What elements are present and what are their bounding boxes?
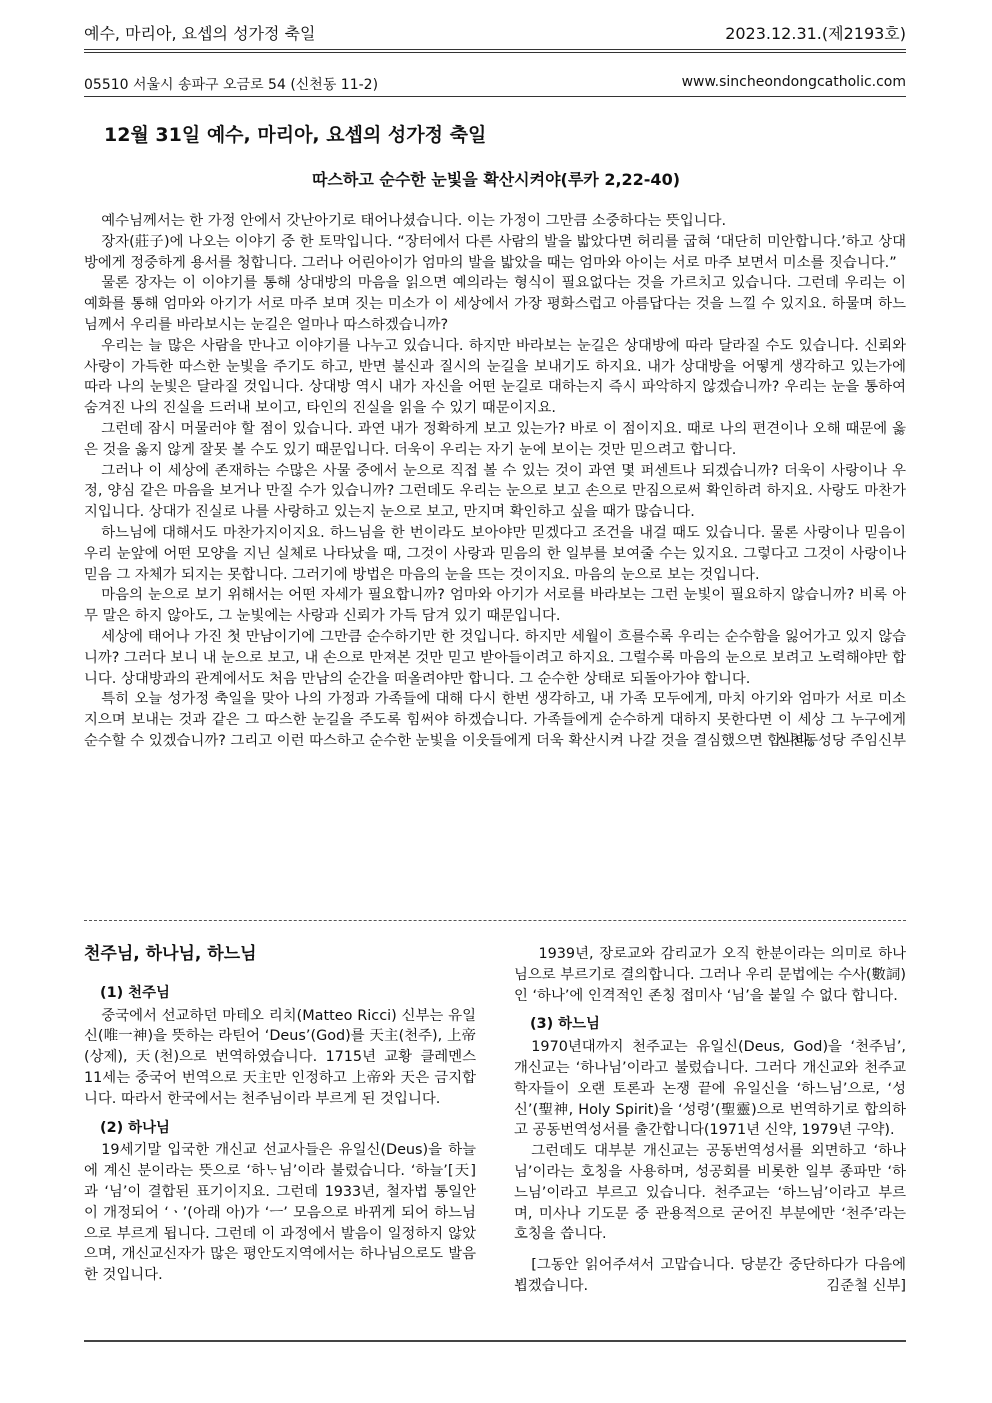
header-rule-bottom — [84, 96, 906, 97]
paragraph: 하느님에 대해서도 마찬가지이지요. 하느님을 한 번이라도 보아야만 믿겠다고 조건을 내걸 때도 있습니다. 물론 사랑이나 믿음이 우리 눈앞에 어떤 모양을 지닌 실체로 나타났을 때, 그것이 사랑과 믿음의 한 일부를 보여줄 수는 있지요. 그렇다고 그것이 사랑이나 믿음 그 자체가 되지는 못합니다. 그러기에 방법은 마음의 눈을 뜨는 것이지요. 마음의 눈으로 보는 것입니다. — [84, 524, 906, 583]
column-left — [84, 944, 476, 1286]
issue-number: 2023.12.31.(제2193호) — [725, 24, 906, 43]
paragraph: 물론 장자는 이 이야기를 통해 상대방의 마음을 읽으면 예의라는 형식이 필요없다는 것을 가르치고 있습니다. 그런데 우리는 이 예화를 통해 엄마와 아기가 서로 마주 보며 짓는 미소가 이 세상에서 가장 평화스럽고 아름답다는 것을 느낄 수 있지요. 하물며 하느님께서 우리를 바라보시는 눈길은 얼마나 따스하겠습니까? — [84, 275, 906, 333]
bulletin-title: 예수, 마리아, 요셉의 성가정 축일 — [84, 24, 316, 43]
closing-message: [그동안 읽어주셔서 고맙습니다. 당분간 중단하다가 다음에 뵙겠습니다. — [514, 1257, 906, 1294]
section-text-2: 19세기말 입국한 개신교 선교사들은 유일신(Deus)을 하늘에 계신 분이라는 뜻으로 ‘하ᄂᆞ님’이라 불렀습니다. ‘하늘’[天]과 ‘님’이 결합된 표기이지요. 그런데 1933년, 철자법 통일안이 개정되어 ‘ㆍ’(아래 아)가 ‘ㅡ’ 모음으로 바뀌게 되어 하느님으로 부르게 됩니다. 그런데 이 과정에서 발음이 일정하지 않았으며, 개신교신자가 많은 평안도지역에서는 하나님으로도 발음한 것입니다. — [84, 1142, 476, 1284]
homily-article — [84, 211, 906, 752]
paragraph: 장자(莊子)에 나오는 이야기 중 한 토막입니다. “장터에서 다른 사람의 발을 밟았다면 허리를 굽혀 ‘대단히 미안합니다.’하고 상대방에게 정중하게 용서를 청합니다. 그러나 어린아이가 엄마의 발을 밟았을 때는 엄마와 아이는 서로 마주 보면서 미소를 짓습니다.” — [84, 233, 906, 271]
closing-note — [514, 1255, 906, 1297]
section-text-3: 1970년대까지 천주교는 유일신(Deus, God)을 ‘천주님’, 개신교는 ‘하나님’이라고 불렀습니다. 그러다 개신교와 천주교 학자들이 오랜 토론과 논쟁 끝에 유일신을 ‘하느님’으로, ‘성신’(聖神, Holy Spirit)을 ‘성령’(聖靈)으로 번역하기로 합의하고 공동번역성서를 출간합니다(1971년 신약, 1979년 구약). — [514, 1039, 906, 1139]
paragraph: 세상에 태어나 가진 첫 만남이기에 그만큼 순수하기만 한 것입니다. 하지만 세월이 흐를수록 우리는 순수함을 잃어가고 있지 않습니까? 그러다 보니 내 눈으로 보고, 내 손으로 만져본 것만 믿고 받아들이려고 하지요. 그럴수록 마음의 눈으로 보려고 노력해야만 합니다. 상대방과의 관계에서도 처음 만남의 순간을 떠올려야만 합니다. 그 순수한 상태로 되돌아가야 합니다. — [84, 628, 906, 687]
section-text-2-continued: 1939년, 장로교와 감리교가 오직 한분이라는 의미로 하나님으로 부르기로 결의합니다. 그러나 우리 문법에는 수사(數詞)인 ‘하나’에 인격적인 존칭 접미사 ‘님’을 붙일 수 없다 합니다. — [514, 946, 906, 1004]
address-bar — [84, 74, 906, 94]
column-author: 김준철 신부] — [826, 1277, 906, 1294]
header-rule-double — [84, 52, 906, 53]
column-right — [514, 944, 906, 1297]
header-rule-top — [84, 49, 906, 50]
parish-website[interactable]: www.sincheondongcatholic.com — [681, 74, 906, 90]
paragraph: 그런데 잠시 머물러야 할 점이 있습니다. 과연 내가 정확하게 보고 있는가? 바로 이 점이지요. 때로 나의 편견이나 오해 때문에 옳은 것을 옳지 않게 잘못 볼 수도 있기 때문입니다. 더욱이 우리는 자기 눈에 보이는 것만 믿으려고 합니다. — [84, 420, 906, 458]
paragraph: 우리는 늘 많은 사람을 만나고 이야기를 나누고 있습니다. 하지만 바라보는 눈길은 상대방에 따라 달라질 수도 있습니다. 신뢰와 사랑이 가득한 따스한 눈빛을 주기도 하고, 반면 불신과 질시의 눈길을 보내기도 하지요. 내가 상대방을 어떻게 생각하고 있는가에 따라 나의 눈빛은 달라질 것입니다. 상대방 역시 내가 자신을 어떤 눈길로 대하는지 즉시 파악하지 않겠습니까? 우리는 눈을 통하여 숨겨진 나의 진실을 드러내 보이고, 타인의 진실을 읽을 수 있기 때문이지요. — [84, 337, 906, 417]
article-subtitle: 따스하고 순수한 눈빛을 확산시켜야(루카 2,22-40) — [311, 170, 681, 189]
paragraph: 예수님께서는 한 가정 안에서 갓난아기로 태어나셨습니다. 이는 가정이 그만큼 소중하다는 뜻입니다. — [101, 213, 727, 229]
paragraph: 그러나 이 세상에 존재하는 수많은 사물 중에서 눈으로 직접 볼 수 있는 것이 과연 몇 퍼센트나 되겠습니까? 더욱이 사랑이나 우정, 양심 같은 마음을 보거나 만질 수가 있습니까? 그런데도 우리는 눈으로 보고 손으로 만짐으로써 확인하려 하지요. 사랑도 마찬가지입니다. 상대가 진실로 나를 사랑하고 있는지 눈으로 보고, 만지며 확인하고 싶을 때가 많습니다. — [84, 462, 906, 521]
section-heading-3: (3) 하느님 — [530, 1016, 600, 1033]
paragraph: 특히 오늘 성가정 축일을 맞아 나의 가정과 가족들에 대해 다시 한번 생각하고, 내 가족 모두에게, 마치 아기와 엄마가 서로 미소 지으며 보내는 것과 같은 그 따스한 눈길을 주도록 힘써야 하겠습니다. 가족들에게 순수하게 대하지 못한다면 이 세상 그 누구에게 순수할 수 있겠습니까? 그리고 이런 따스하고 순수한 눈빛을 이웃들에게 더욱 확산시켜 나갈 것을 결심했으면 합니다. — [84, 691, 906, 749]
parish-address: 05510 서울시 송파구 오금로 54 (신천동 11-2) — [84, 77, 379, 93]
section-divider — [84, 920, 906, 921]
article-signature: 신천동성당 주임신부 — [776, 732, 906, 749]
footer-rule — [84, 1340, 906, 1342]
section-heading-1: (1) 천주님 — [100, 984, 170, 1001]
section-text-1: 중국에서 선교하던 마테오 리치(Matteo Ricci) 신부는 유일신(唯一神)을 뜻하는 라틴어 ‘Deus’(God)를 天主(천주), 上帝(상제), 天(천)으로 번역하였습니다. 1715년 교황 클레멘스 11세는 중국어 번역으로 天主만 인정하고 上帝와 天은 금지합니다. 따라서 한국에서는 천주님이라 부르게 된 것입니다. — [84, 1007, 476, 1107]
bulletin-header — [84, 18, 906, 44]
column-title: 천주님, 하나님, 하느님 — [84, 944, 257, 964]
section-heading-2: (2) 하나님 — [100, 1119, 170, 1136]
paragraph: 마음의 눈으로 보기 위해서는 어떤 자세가 필요합니까? 엄마와 아기가 서로를 바라보는 그런 눈빛이 필요하지 않습니까? 비록 아무 말은 하지 않아도, 그 눈빛에는 사랑과 신뢰가 가득 담겨 있기 때문입니다. — [84, 587, 906, 625]
article-title: 12월 31일 예수, 마리아, 요셉의 성가정 축일 — [104, 124, 487, 146]
section-text-3b: 그런데도 대부분 개신교는 공동번역성서를 외면하고 ‘하나님’이라는 호칭을 사용하며, 성공회를 비롯한 일부 종파만 ‘하느님’이라고 부르고 있습니다. 천주교는 ‘하느님’이라고 부르며, 미사나 기도문 중 관용적으로 굳어진 부분에만 ‘천주’라는 호칭을 씁니다. — [514, 1143, 906, 1243]
